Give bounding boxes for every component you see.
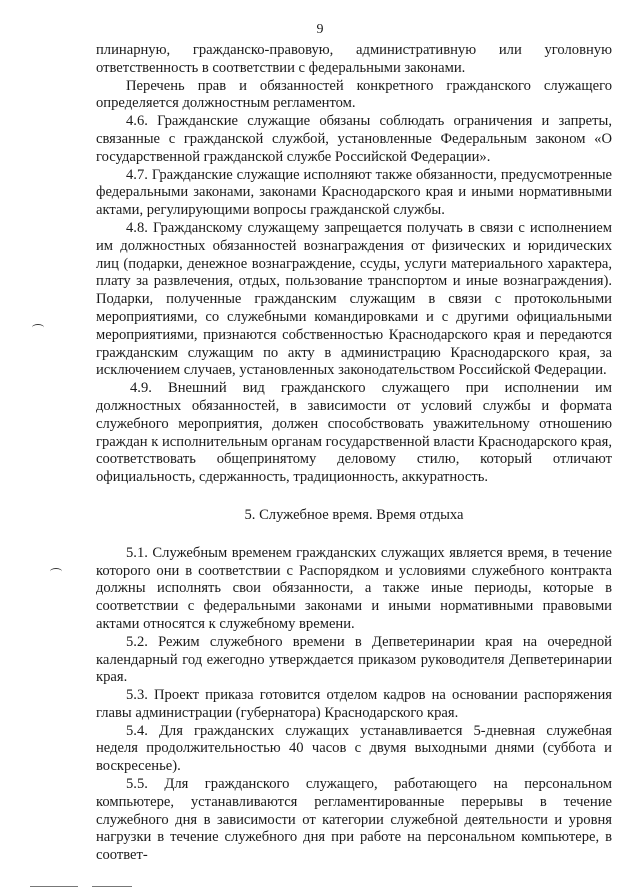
paragraph-5-5: 5.5. Для гражданского служащего, работающего на персональном компьютере, устанавливаются регламентированные перерывы в течение служебного дня в зависимости от категории служебной деятельности и уровня нагрузки в течение служебного дня при работе на персональном компьютере, в соответ- xyxy=(96,776,612,864)
scan-artifact-line-right xyxy=(92,886,132,887)
page-number: 9 xyxy=(316,22,324,37)
paragraph-duties-list: Перечень прав и обязанностей конкретного гражданского служащего определяется должностным регламентом. xyxy=(96,77,612,112)
paragraph-4-7: 4.7. Гражданские служащие исполняют также обязанности, предусмотренные федеральными законами, законами Краснодарского края и иными нормативными актами, регулирующими вопросы гражданской службы. xyxy=(96,166,612,219)
paragraph-4-6: 4.6. Гражданские служащие обязаны соблюдать ограничения и запреты, связанные с гражданской службой, установленные Федеральным законом «О государственной гражданской службе Российской Федерации». xyxy=(96,113,612,165)
scan-artifact-line-left xyxy=(30,886,78,887)
paragraph-4-8: 4.8. Гражданскому служащему запрещается получать в связи с исполнением им должностных обязанностей вознаграждения от физических и юридических лиц (подарки, денежное вознаграждение, ссуды, услуги материального характера, плату за развлечения, отдых, пользование транспортом и иные вознаграждения). Подарки, полученные гражданским служащим в связи с протокольными мероприятиями, со служебными командировками и с другими официальными мероприятиями, признаются собственностью Краснодарского края и передаются гражданским служащим по акту в администрацию Краснодарского края, за исключением случаев, установленных законодательством Российской Федерации. xyxy=(96,219,612,379)
paragraph-continuation: плинарную, гражданско-правовую, административную или уголовную ответственность в соответствии с федеральными законами. xyxy=(96,42,612,76)
paragraph-4-9: 4.9. Внешний вид гражданского служащего при исполнении им должностных обязанностей, в зависимости от условий службы и формата служебного мероприятия, должен способствовать уважительному отношению граждан к исполнительным органам государственной власти Краснодарского края, соответствовать общепринятому деловому стилю, который отличают официальность, сдержанность, традиционность, аккуратность. xyxy=(96,380,612,486)
paragraph-5-1: 5.1. Служебным временем гражданских служащих является время, в течение которого они в соответствии с Распорядком и условиями служебного контракта должны исполнять свои обязанности, а также иные периоды, которые в соответствии с федеральными законами и иными нормативными правовыми актами относятся к служебному времени. xyxy=(96,544,612,632)
section-heading: 5. Служебное время. Время отдыха xyxy=(244,506,464,523)
paragraph-5-4: 5.4. Для гражданских служащих устанавливается 5-дневная служебная неделя продолжительностью 40 часов с двумя выходными днями (суббота и воскресенье). xyxy=(96,722,612,775)
document-body xyxy=(96,42,612,865)
punch-hole-mark-upper xyxy=(32,324,44,331)
punch-hole-mark-lower xyxy=(50,568,62,575)
paragraph-5-2: 5.2. Режим служебного времени в Депветеринарии края на очередной календарный год ежегодно утверждается приказом руководителя Депветеринарии края. xyxy=(96,633,612,686)
paragraph-5-3: 5.3. Проект приказа готовится отделом кадров на основании распоряжения главы администрации (губернатора) Краснодарского края. xyxy=(96,687,612,721)
